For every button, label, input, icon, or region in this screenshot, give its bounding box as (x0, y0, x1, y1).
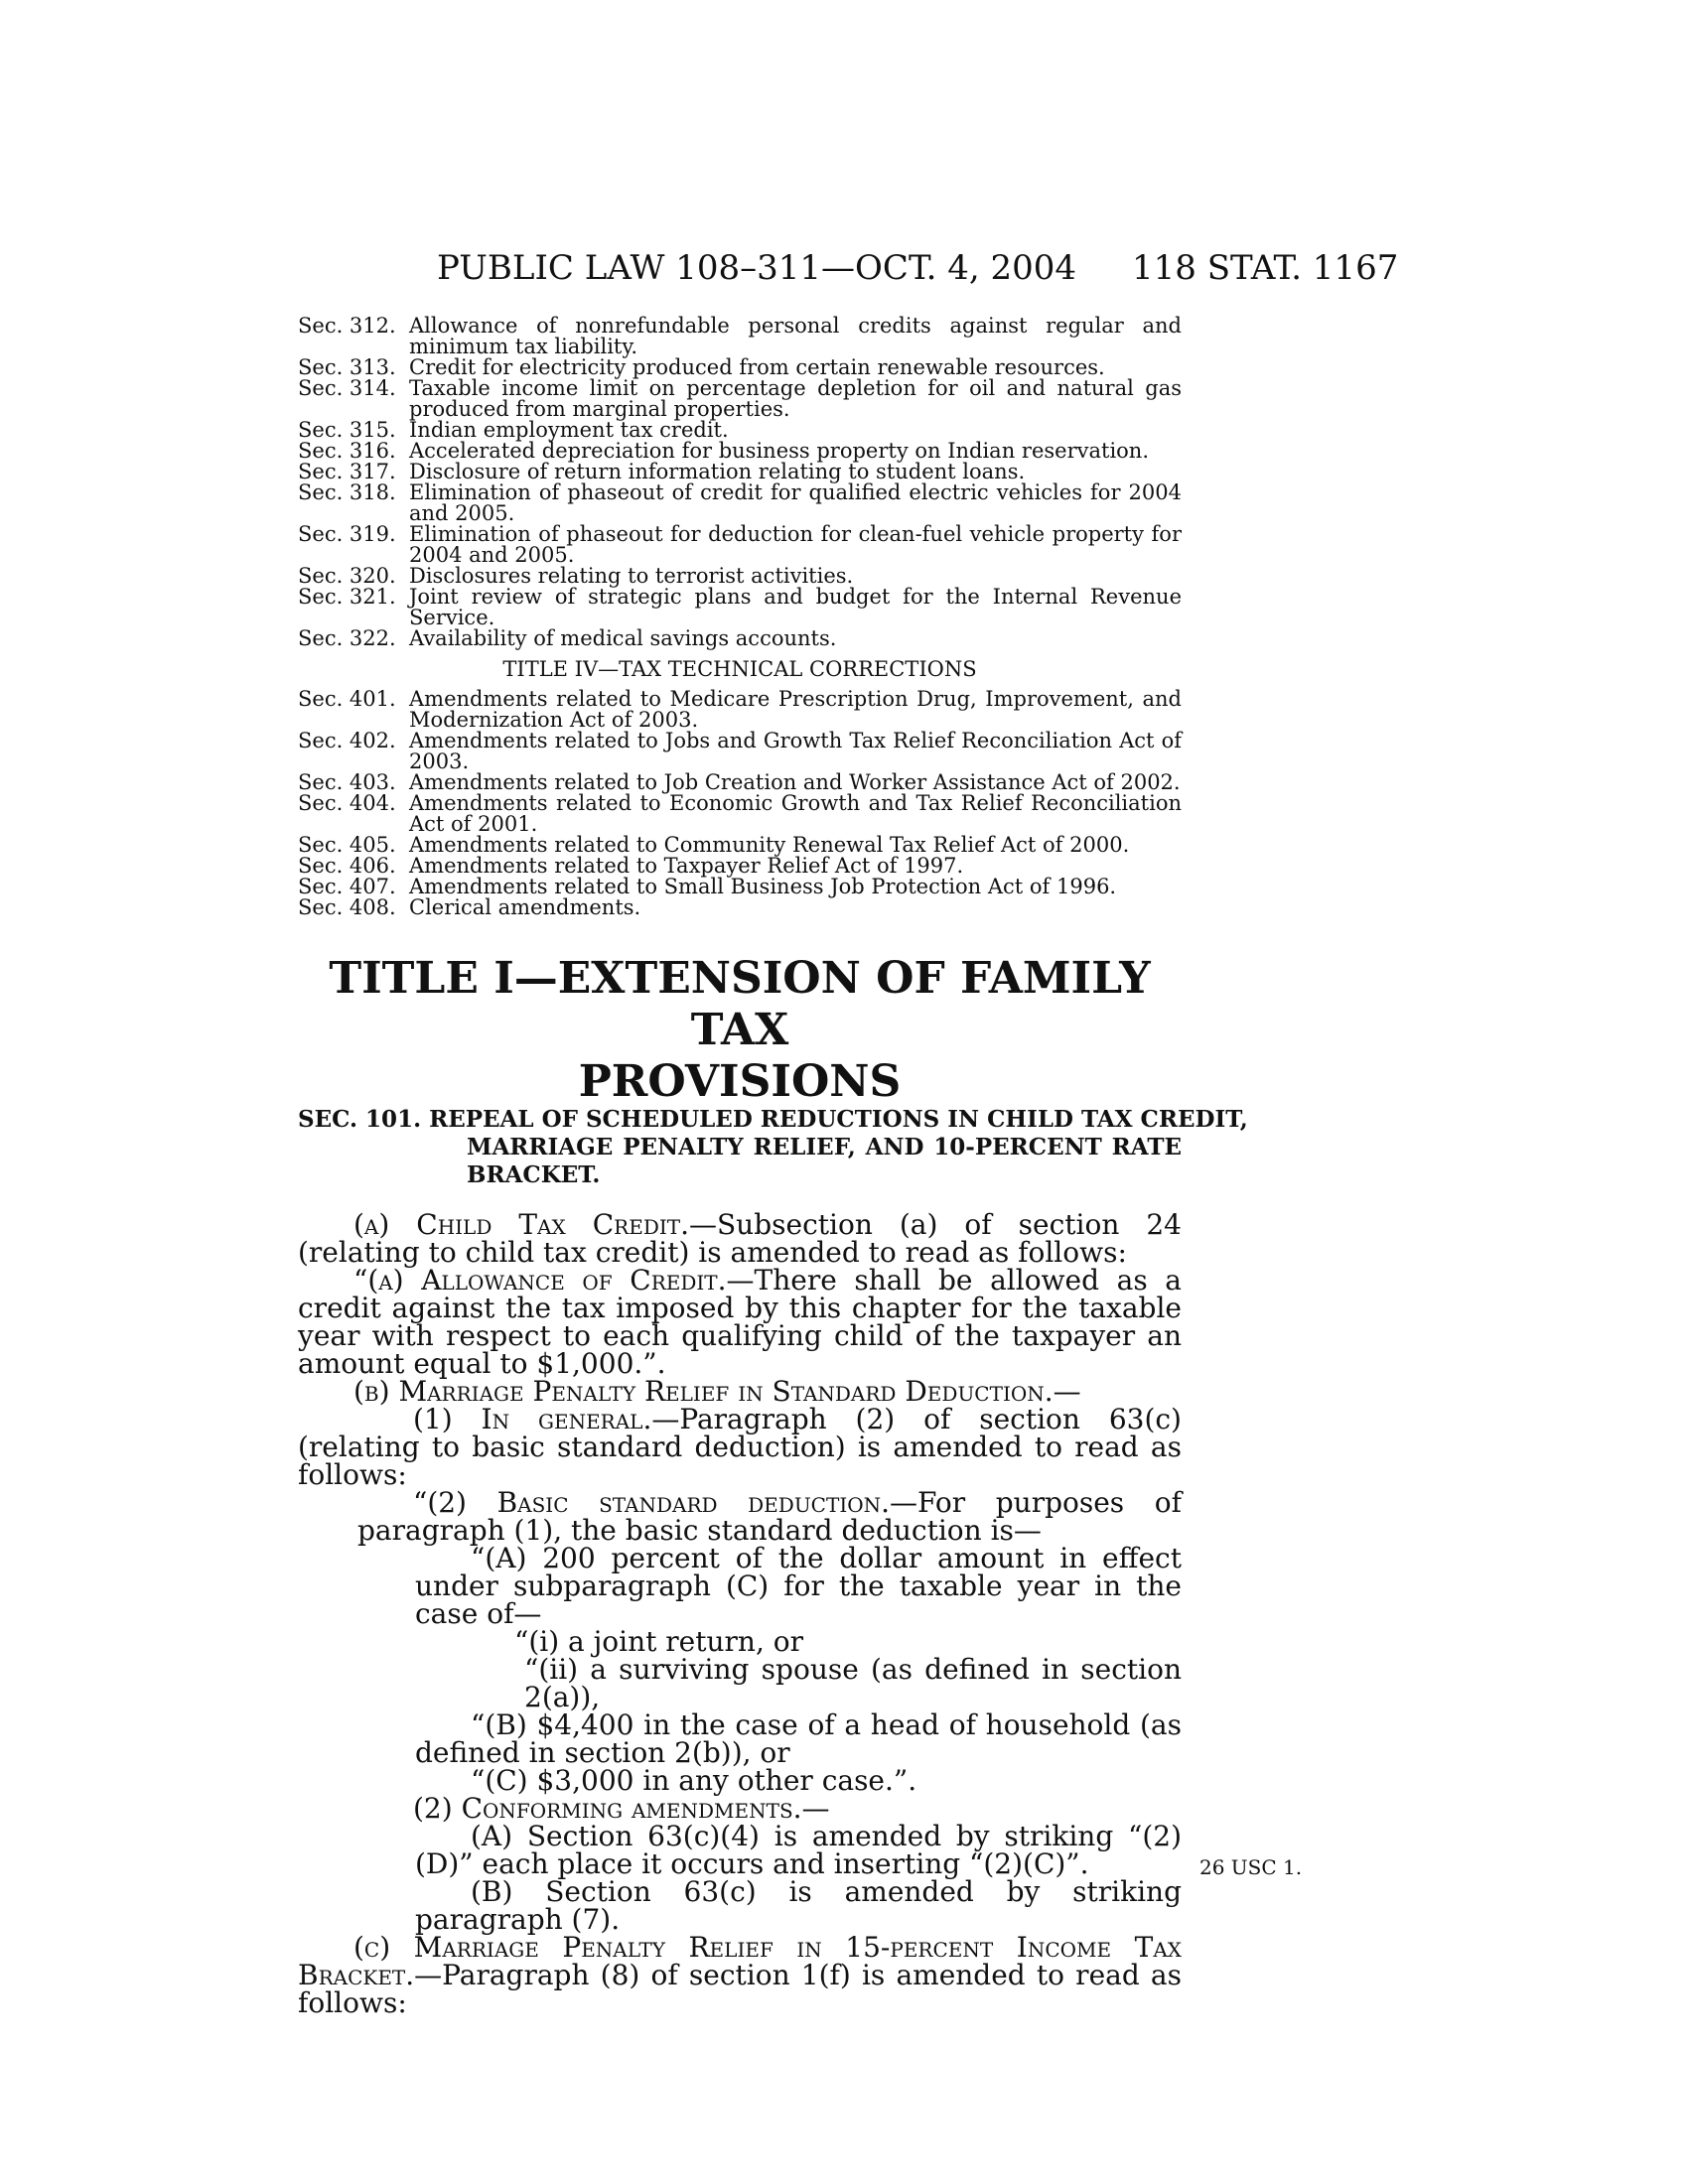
toc-section-title: Availability of medical savings accounts. (409, 626, 837, 650)
toc-item (298, 441, 1182, 462)
subsection-a-quote-heading: “(a) Allowance of Credit. (353, 1264, 727, 1297)
subsection-a-text: —Subsection (a) of section 24 (relating to child tax credit) is amended to read as follows: (298, 1208, 1182, 1269)
toc-item (298, 835, 1182, 856)
toc-section-title: Accelerated depreciation for business property on Indian reservation. (409, 439, 1149, 463)
title-heading-line1: TITLE I—EXTENSION OF FAMILY TAX (329, 953, 1151, 1055)
toc-section-title: Elimination of phaseout of credit for qualified electric vehicles for 2004 and 2005. (409, 480, 1182, 525)
toc-section-number: Sec. 403. (298, 770, 396, 794)
running-header: PUBLIC LAW 108–311—OCT. 4, 2004 (437, 248, 1077, 288)
subparagraph-a: “(A) 200 percent of the dollar amount in effect under subparagraph (C) for the taxable year in the case of— (415, 1542, 1182, 1630)
title-heading (298, 953, 1182, 1108)
clause-i: “(i) a joint return, or (514, 1625, 803, 1658)
toc-section-number: Sec. 315. (298, 418, 396, 442)
toc-item (298, 462, 1182, 482)
subsection-c-text: —Paragraph (8) of section 1(f) is amended to read as follows: (298, 1959, 1182, 2019)
toc-section-title: Amendments related to Job Creation and Worker Assistance Act of 2002. (409, 770, 1181, 794)
toc-item (298, 689, 1182, 731)
toc-item (298, 378, 1182, 420)
conforming-b: (B) Section 63(c) is amended by striking paragraph (7). (415, 1875, 1182, 1936)
toc-section-title: Amendments related to Community Renewal Tax Relief Act of 2000. (409, 833, 1130, 857)
toc-title-iv: TITLE IV—TAX TECHNICAL CORRECTIONS (502, 657, 977, 681)
toc-section-number: Sec. 319. (298, 522, 396, 546)
toc-section-title: Joint review of strategic plans and budget for the Internal Revenue Service. (409, 585, 1182, 629)
paragraph-2-heading (298, 1792, 1182, 1825)
toc-item (298, 524, 1182, 566)
toc-section-number: Sec. 405. (298, 833, 396, 857)
toc-section-title: Disclosure of return information relating to student loans. (409, 460, 1026, 483)
toc-item (298, 482, 1182, 524)
table-of-contents (298, 316, 1182, 918)
subparagraph-b: “(B) $4,400 in the case of a head of household (as defined in section 2(b)), or (415, 1708, 1182, 1769)
toc-item (298, 731, 1182, 772)
toc-item (298, 357, 1182, 378)
paragraph-b2-quote-heading: “(2) Basic standard deduction. (413, 1486, 891, 1519)
section-heading-line1: SEC. 101. REPEAL OF SCHEDULED REDUCTIONS IN CHILD TAX CREDIT, (298, 1106, 1248, 1133)
toc-section-number: Sec. 406. (298, 854, 396, 878)
toc-item (298, 856, 1182, 877)
section-heading-rest: MARRIAGE PENALTY RELIEF, AND 10-PERCENT RATE BRACKET. (467, 1134, 1182, 1188)
toc-section-number: Sec. 401. (298, 687, 396, 711)
toc-section-number: Sec. 317. (298, 460, 396, 483)
toc-item (298, 897, 1182, 918)
clause-ii: “(ii) a surviving spouse (as defined in section 2(a)), (524, 1653, 1182, 1713)
title-heading-line2: PROVISIONS (578, 1056, 902, 1107)
paragraph-b2-quote (298, 1486, 1182, 1547)
subsection-a-quote-text: —There shall be allowed as a credit against the tax imposed by this chapter for the taxable year with respect to each qualifying child of the taxpayer an amount equal to $1,000.”. (298, 1264, 1182, 1380)
paragraph-b1 (298, 1403, 1182, 1491)
toc-section-number: Sec. 313. (298, 355, 396, 379)
subsection-c (298, 1931, 1182, 2019)
toc-section-number: Sec. 402. (298, 729, 396, 752)
subsection-a-quote (298, 1264, 1182, 1380)
toc-section-number: Sec. 404. (298, 791, 396, 815)
toc-section-number: Sec. 316. (298, 439, 396, 463)
subsection-b-heading-text: (b) Marriage Penalty Relief in Standard Deduction.— (353, 1375, 1081, 1408)
subsection-c-heading: (c) Marriage Penalty Relief in 15-percent Income Tax Bracket. (298, 1931, 1182, 1991)
toc-section-number: Sec. 407. (298, 875, 396, 898)
toc-section-title: Taxable income limit on percentage depletion for oil and natural gas produced from marginal properties. (409, 376, 1182, 421)
toc-list-title-iii (298, 316, 1182, 649)
toc-section-title: Amendments related to Small Business Job Protection Act of 1996. (409, 875, 1117, 898)
paragraph-b1-text: —Paragraph (2) of section 63(c) (relating to basic standard deduction) is amended to read as follows: (298, 1403, 1182, 1491)
margin-citation: 26 USC 1. (1199, 1855, 1303, 1879)
toc-section-number: Sec. 322. (298, 626, 396, 650)
paragraph-2-heading-text: (2) Conforming amendments.— (413, 1792, 830, 1825)
toc-section-title: Disclosures relating to terrorist activities. (409, 564, 854, 588)
paragraph-b2-quote-text: —For purposes of paragraph (1), the basic standard deduction is— (357, 1486, 1182, 1547)
toc-item (298, 772, 1182, 793)
toc-section-number: Sec. 312. (298, 314, 396, 338)
toc-section-number: Sec. 314. (298, 376, 396, 400)
toc-item (298, 793, 1182, 835)
toc-section-number: Sec. 408. (298, 895, 396, 919)
toc-section-title: Allowance of nonrefundable personal credits against regular and minimum tax liability. (409, 314, 1182, 358)
toc-section-number: Sec. 321. (298, 585, 396, 609)
section-heading (298, 1106, 1248, 1189)
toc-item (298, 628, 1182, 649)
toc-item (298, 587, 1182, 628)
toc-section-title: Clerical amendments. (409, 895, 641, 919)
toc-item (298, 566, 1182, 587)
toc-section-number: Sec. 318. (298, 480, 396, 504)
subparagraph-c: “(C) $3,000 in any other case.”. (471, 1764, 917, 1797)
toc-item (298, 316, 1182, 357)
toc-section-title: Credit for electricity produced from certain renewable resources. (409, 355, 1105, 379)
toc-section-title: Indian employment tax credit. (409, 418, 729, 442)
subsection-b-heading (298, 1375, 1182, 1408)
toc-section-number: Sec. 320. (298, 564, 396, 588)
conforming-a: (A) Section 63(c)(4) is amended by striking “(2)(D)” each place it occurs and inserting “(2)(C)”. (415, 1820, 1182, 1880)
toc-section-title: Elimination of phaseout for deduction for clean-fuel vehicle property for 2004 and 2005. (409, 522, 1182, 567)
toc-section-title: Amendments related to Economic Growth and Tax Relief Reconciliation Act of 2001. (409, 791, 1182, 836)
toc-list-title-iv (298, 689, 1182, 918)
subsection-a (298, 1208, 1182, 1269)
toc-item (298, 877, 1182, 897)
subsection-a-heading: (a) Child Tax Credit. (353, 1208, 689, 1241)
paragraph-b1-heading: (1) In general. (413, 1403, 652, 1435)
section-body (298, 1208, 1182, 2019)
toc-section-title: Amendments related to Jobs and Growth Tax Relief Reconciliation Act of 2003. (409, 729, 1182, 773)
toc-section-title: Amendments related to Medicare Prescription Drug, Improvement, and Modernization Act of 2003. (409, 687, 1182, 732)
toc-item (298, 420, 1182, 441)
toc-section-title: Amendments related to Taxpayer Relief Act of 1997. (409, 854, 964, 878)
stat-page-number: 118 STAT. 1167 (1132, 248, 1399, 288)
